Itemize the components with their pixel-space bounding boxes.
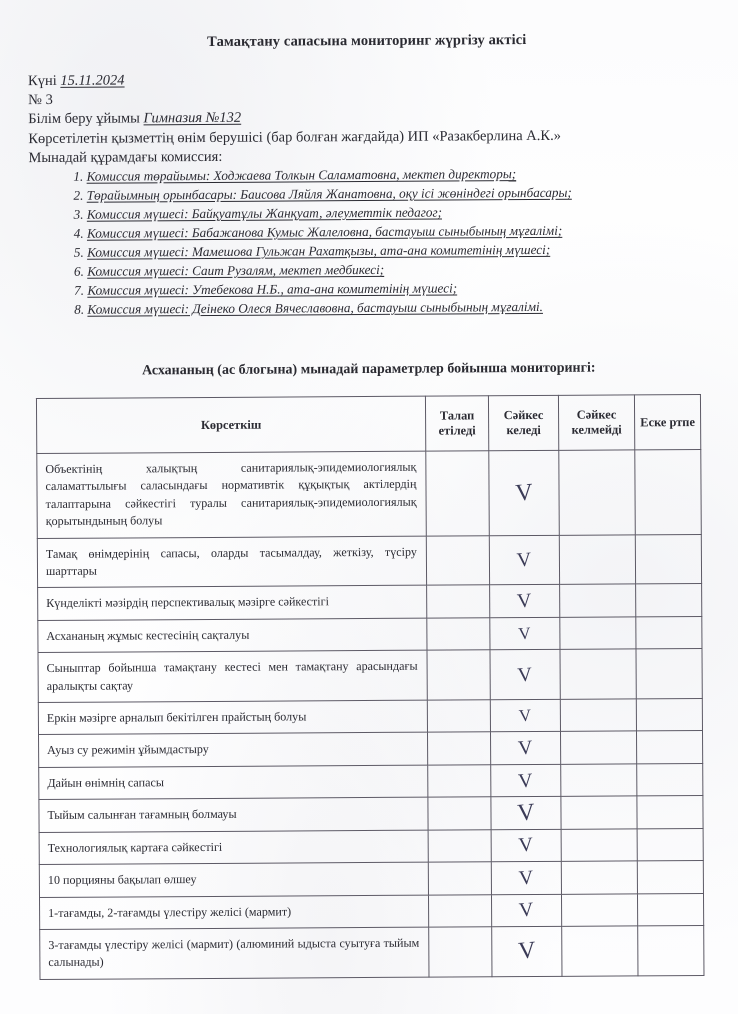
conforms-cell xyxy=(491,764,561,797)
required-cell xyxy=(426,451,490,536)
table-row xyxy=(40,925,704,979)
table-row xyxy=(37,449,702,538)
commission-member-8: Комиссия мүшесі: Деінеко Олеся Вячеславовна, бастауыш сыныбының мұғалімі. xyxy=(87,298,543,317)
checkmark-icon: V xyxy=(516,799,536,827)
indicator-cell: Еркін мәзірге арналып бекітілген прайстың болуы xyxy=(38,700,427,735)
not-conforms-cell xyxy=(560,617,636,650)
note-cell xyxy=(636,616,702,649)
required-cell xyxy=(428,894,491,927)
table-row xyxy=(39,861,703,897)
table-row xyxy=(39,763,703,799)
not-conforms-cell xyxy=(561,796,637,829)
checkmark-icon: V xyxy=(516,548,533,572)
table-header-row xyxy=(36,394,700,453)
commission-member-5: Комиссия мүшесі: Мамешова Гульжан Рахатқызы, ата-ана комитетінің мүшесі; xyxy=(87,241,551,260)
table-row xyxy=(39,731,703,767)
organization-label: Білім беру ұйымы xyxy=(28,110,140,128)
act-number-line: № 3 xyxy=(28,92,53,109)
conforms-cell xyxy=(491,797,561,830)
required-cell xyxy=(428,862,491,895)
column-header-conforms: Сәйкес келеді xyxy=(488,395,558,450)
organization-value: Гимназия №132 xyxy=(143,110,242,127)
not-conforms-cell xyxy=(560,731,636,764)
required-cell xyxy=(428,765,491,798)
checkmark-icon: V xyxy=(518,866,535,890)
conforms-cell xyxy=(490,732,560,765)
table-row xyxy=(38,616,702,652)
required-cell xyxy=(427,732,490,765)
checkmark-icon: V xyxy=(516,589,533,613)
table-row xyxy=(39,893,703,929)
required-cell xyxy=(428,829,491,862)
not-conforms-cell xyxy=(561,861,637,894)
date-value: 15.11.2024 xyxy=(60,72,125,89)
checkmark-icon: V xyxy=(518,898,535,922)
indicator-cell: Дайын өнімнің сапасы xyxy=(39,765,428,800)
required-cell xyxy=(427,650,490,700)
note-cell xyxy=(637,763,703,796)
indicator-cell: Асхананың жұмыс кестесінің сақталуы xyxy=(38,618,427,653)
checkmark-icon: V xyxy=(517,937,537,965)
table-row xyxy=(39,796,703,832)
conforms-cell xyxy=(489,450,560,535)
indicator-cell: Сыныптар бойынша тамақтану кестесі мен тамақтану арасындағы аралықты сақтау xyxy=(38,650,427,702)
indicator-cell: Тамақ өнімдерінің сапасы, оларды тасымалдау, жеткізу, түсіру шарттары xyxy=(37,536,426,588)
conforms-cell xyxy=(490,699,560,732)
note-cell xyxy=(635,534,701,584)
table-row xyxy=(38,649,702,703)
table-row xyxy=(37,534,701,588)
column-header-note: Еске ртпе xyxy=(634,394,700,449)
indicator-cell: Технологиялық картаға сәйкестігі xyxy=(39,830,428,865)
required-cell xyxy=(427,618,490,651)
section-title: Асхананың (ас блогына) мынадай параметрлер бойынша мониторингі: xyxy=(142,360,596,379)
conforms-cell xyxy=(491,829,561,862)
conforms-cell xyxy=(491,894,561,927)
note-cell xyxy=(638,925,704,975)
conforms-cell xyxy=(490,617,560,650)
column-header-required: Талап етіледі xyxy=(425,396,488,451)
checkmark-icon: V xyxy=(518,833,535,857)
checkmark-icon: V xyxy=(517,736,534,760)
not-conforms-cell xyxy=(559,535,635,585)
note-cell xyxy=(637,861,703,894)
note-cell xyxy=(636,584,702,617)
commission-member-7: Комиссия мүшесі: Утебекова Н.Б., ата-ана комитетінің мүшесі; xyxy=(87,280,458,298)
table-row xyxy=(39,828,703,864)
not-conforms-cell xyxy=(561,829,637,862)
note-cell xyxy=(637,796,703,829)
required-cell xyxy=(427,700,490,733)
commission-member-6: Комиссия мүшесі: Саит Рузалям, мектеп медбикесі; xyxy=(87,261,385,279)
checkmark-icon: V xyxy=(514,479,534,507)
not-conforms-cell xyxy=(559,450,636,535)
conforms-cell xyxy=(490,650,560,700)
not-conforms-cell xyxy=(561,893,637,926)
not-conforms-cell xyxy=(560,649,636,699)
indicator-cell: Күнделікті мәзірдің перспективалық мәзірге сәйкестігі xyxy=(38,586,427,621)
monitoring-table xyxy=(36,394,705,980)
note-cell xyxy=(636,649,702,699)
column-header-indicator: Көрсеткіш xyxy=(36,396,425,453)
commission-member-2: Төрайымның орынбасары: Баисова Ляйля Жанатовна, оқу ісі жөніндегі орынбасары; xyxy=(86,184,572,203)
indicator-cell: 1-тағамды, 2-тағамды үлестіру желісі (мармит) xyxy=(39,895,428,930)
provider-line: Көрсетілетін қызметтің өнім берушісі (бар болған жағдайда) ИП «Разакберлина А.К.» xyxy=(28,127,561,147)
checkmark-icon: V xyxy=(517,769,534,793)
conforms-cell xyxy=(491,861,561,894)
required-cell xyxy=(426,535,489,585)
note-cell xyxy=(636,731,702,764)
indicator-cell: 3-тағамды үлестіру желісі (мармит) (алюминий ыдыста суытуға тыйым салынады) xyxy=(40,927,429,979)
not-conforms-cell xyxy=(561,764,637,797)
date-label: Күні xyxy=(27,72,57,90)
column-header-not-conforms: Сәйкес келмейді xyxy=(558,395,634,450)
table-row xyxy=(38,699,702,735)
checkmark-icon: V xyxy=(518,705,533,726)
document-title: Тамақтану сапасына мониторинг жүргізу актісі xyxy=(207,32,527,50)
commission-member-list xyxy=(59,164,738,320)
list-item xyxy=(87,297,738,320)
note-cell xyxy=(635,449,702,534)
commission-member-4: Комиссия мүшесі: Бабажанова Кумыс Жалеловна, бастауыш сыныбының мұғалімі; xyxy=(86,222,563,241)
note-cell xyxy=(636,699,702,732)
required-cell xyxy=(429,927,492,977)
conforms-cell xyxy=(490,585,560,618)
commission-member-3: Комиссия мүшесі: Байқуатұлы Жанқуат, әлеуметтік педагог; xyxy=(86,204,443,222)
commission-member-1: Комиссия төрайымы: Ходжаева Толкын Саламатовна, мектеп директоры; xyxy=(86,166,517,184)
not-conforms-cell xyxy=(560,584,636,617)
table-row xyxy=(38,584,702,620)
indicator-cell: Объектінің халықтың санитариялық-эпидемиологиялық саламаттылығы саласындағы нормативтік құқықтық актілердің талаптарына сәйкестігі туралы санитариялық-эпидемиологиялық қорытындының болуы xyxy=(37,451,427,538)
note-cell xyxy=(637,828,703,861)
not-conforms-cell xyxy=(562,926,638,976)
indicator-cell: 10 порцияны бақылап өлшеу xyxy=(39,862,428,897)
conforms-cell xyxy=(492,926,562,976)
conforms-cell xyxy=(489,535,559,585)
required-cell xyxy=(428,797,491,830)
indicator-cell: Тыйым салынған тағамның болмауы xyxy=(39,797,428,832)
checkmark-icon: V xyxy=(518,623,532,644)
checkmark-icon: V xyxy=(517,663,534,687)
document-meta xyxy=(28,69,561,168)
indicator-cell: Ауыз су режимін ұйымдастыру xyxy=(39,733,428,768)
note-cell xyxy=(637,893,703,926)
not-conforms-cell xyxy=(560,699,636,732)
required-cell xyxy=(427,585,490,618)
commission-intro-line: Мынадай құрамдағы комиссия: xyxy=(28,148,223,166)
